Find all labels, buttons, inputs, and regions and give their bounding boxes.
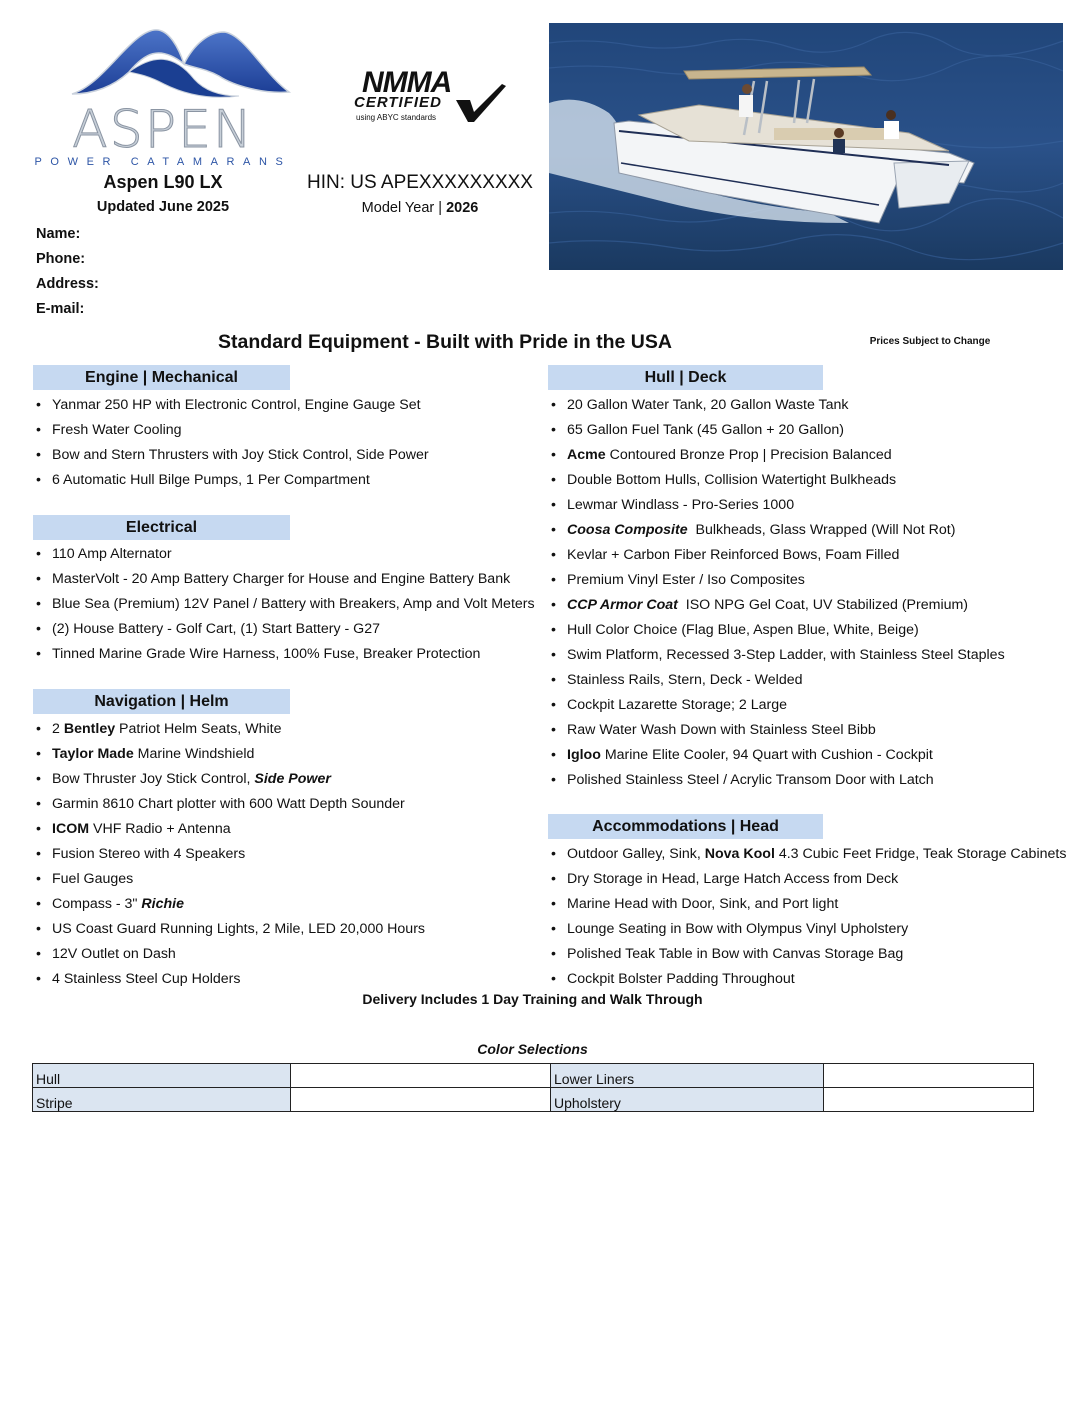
electrical-list [34, 542, 534, 667]
color-selections-title: Color Selections [477, 1041, 588, 1057]
list-item [549, 917, 1069, 942]
model-year-value: 2026 [446, 200, 479, 216]
brand-name: Bentley [63, 721, 116, 737]
list-item [549, 743, 1069, 768]
list-item [549, 443, 1069, 468]
hin-number: HIN: US APEXXXXXXXXX [307, 172, 533, 193]
brand-name: Coosa Composite [567, 522, 688, 538]
list-item [34, 617, 534, 642]
checkmark-icon [454, 80, 508, 124]
item-text: 12V Outlet on Dash [52, 946, 176, 962]
item-text: Swim Platform, Recessed 3-Step Ladder, with Stainless Steel Staples [567, 647, 1005, 663]
item-text: Double Bottom Hulls, Collision Watertight Bulkheads [567, 472, 897, 488]
list-item [34, 542, 534, 567]
item-text: Contoured Bronze Prop | Precision Balanced [605, 447, 892, 463]
list-item [549, 718, 1069, 743]
item-text: Lounge Seating in Bow with Olympus Vinyl Upholstery [567, 921, 909, 937]
list-item [549, 543, 1069, 568]
brand-name: Richie [141, 896, 184, 912]
list-item [34, 742, 534, 767]
item-text: Blue Sea (Premium) 12V Panel / Battery with Breakers, Amp and Volt Meters [52, 596, 535, 612]
item-text: Fresh Water Cooling [52, 422, 182, 438]
list-item [549, 867, 1069, 892]
item-text: Polished Teak Table in Bow with Canvas Storage Bag [567, 946, 904, 962]
brand-name: Side Power [254, 771, 331, 787]
item-text: Bulkheads, Glass Wrapped (Will Not Rot) [687, 522, 956, 538]
model-year-label: Model Year | [361, 200, 443, 216]
nmma-text: NMMA [362, 66, 452, 99]
list-item [34, 817, 534, 842]
upholstery-color-label: Upholstery [551, 1088, 824, 1112]
item-text: Yanmar 250 HP with Electronic Control, Engine Gauge Set [52, 397, 421, 413]
delivery-note: Delivery Includes 1 Day Training and Walk Through [362, 991, 703, 1007]
accommodations-list [549, 842, 1069, 992]
name-field-label: Name: [36, 226, 81, 242]
table-row [33, 1088, 1034, 1112]
navigation-list [34, 717, 534, 992]
catamaran-boat-photo-icon [549, 23, 1063, 270]
item-text: Outdoor Galley, Sink, [567, 846, 705, 862]
hull-color-label: Hull [33, 1064, 291, 1088]
item-text: 20 Gallon Water Tank, 20 Gallon Waste Tank [567, 397, 849, 413]
nmma-certified-badge [354, 68, 508, 126]
engine-list [34, 393, 534, 493]
color-selections-table [32, 1063, 1034, 1112]
item-text: US Coast Guard Running Lights, 2 Mile, LED 20,000 Hours [52, 921, 426, 937]
item-text: Hull Color Choice (Flag Blue, Aspen Blue, White, Beige) [567, 622, 919, 638]
list-item [549, 942, 1069, 967]
item-text: Cockpit Lazarette Storage; 2 Large [567, 697, 788, 713]
prices-note: Prices Subject to Change [869, 336, 991, 347]
list-item [549, 892, 1069, 917]
item-text: ISO NPG Gel Coat, UV Stabilized (Premium) [677, 597, 969, 613]
brand-name: CCP Armor Coat [567, 597, 678, 613]
item-text: VHF Radio + Antenna [89, 821, 231, 837]
item-text: Premium Vinyl Ester / Iso Composites [567, 572, 805, 588]
brand-name: Taylor Made [52, 746, 134, 762]
certified-text: CERTIFIED [354, 94, 442, 111]
item-text: Raw Water Wash Down with Stainless Steel Bibb [567, 722, 876, 738]
list-item [34, 842, 534, 867]
item-text: 6 Automatic Hull Bilge Pumps, 1 Per Compartment [52, 472, 370, 488]
item-text: (2) House Battery - Golf Cart, (1) Start Battery - G27 [52, 621, 380, 637]
item-text: Lewmar Windlass - Pro-Series 1000 [567, 497, 795, 513]
section-header-electrical: Electrical [33, 515, 290, 540]
list-item [34, 642, 534, 667]
item-text: Marine Head with Door, Sink, and Port light [567, 896, 839, 912]
list-item [34, 592, 534, 617]
list-item [549, 842, 1069, 867]
item-text: Bow Thruster Joy Stick Control, [52, 771, 255, 787]
aspen-logo [34, 24, 292, 170]
list-item [549, 418, 1069, 443]
item-text: Cockpit Bolster Padding Throughout [567, 971, 795, 987]
brand-name: Acme [567, 447, 606, 463]
section-header-hull: Hull | Deck [548, 365, 823, 390]
list-item [549, 668, 1069, 693]
list-item [549, 518, 1069, 543]
mountain-waves-icon [34, 24, 292, 104]
stripe-color-field[interactable] [291, 1088, 551, 1112]
list-item [34, 892, 534, 917]
list-item [34, 942, 534, 967]
list-item [34, 792, 534, 817]
item-text: Polished Stainless Steel / Acrylic Transom Door with Latch [567, 772, 934, 788]
item-text: Patriot Helm Seats, White [115, 721, 282, 737]
list-item [549, 643, 1069, 668]
list-item [34, 468, 534, 493]
list-item [34, 418, 534, 443]
upholstery-color-field[interactable] [824, 1088, 1034, 1112]
item-text: Stainless Rails, Stern, Deck - Welded [567, 672, 803, 688]
logo-brand-text: ASPEN [72, 100, 254, 160]
list-item [549, 768, 1069, 793]
logo-tagline: POWER CATAMARANS [34, 156, 292, 168]
item-text: Tinned Marine Grade Wire Harness, 100% Fuse, Breaker Protection [52, 646, 481, 662]
boat-photo [549, 23, 1063, 270]
item-text: Kevlar + Carbon Fiber Reinforced Bows, Foam Filled [567, 547, 900, 563]
model-name: Aspen L90 LX [103, 172, 223, 192]
list-item [549, 493, 1069, 518]
address-field-label: Address: [36, 276, 99, 292]
list-item [549, 393, 1069, 418]
item-text: 4.3 Cubic Feet Fridge, Teak Storage Cabinets [774, 846, 1067, 862]
item-text: Bow and Stern Thrusters with Joy Stick Control, Side Power [52, 447, 429, 463]
item-text: Dry Storage in Head, Large Hatch Access from Deck [567, 871, 899, 887]
brand-name: Igloo [567, 747, 601, 763]
hull-list [549, 393, 1069, 793]
list-item [549, 693, 1069, 718]
list-item [549, 593, 1069, 618]
lower-liners-color-label: Lower Liners [551, 1064, 824, 1088]
list-item [34, 967, 534, 992]
list-item [549, 468, 1069, 493]
item-text: Fuel Gauges [52, 871, 134, 887]
item-text: Marine Windshield [133, 746, 255, 762]
brand-name: Nova Kool [704, 846, 775, 862]
list-item [549, 618, 1069, 643]
list-item [34, 443, 534, 468]
item-text: MasterVolt - 20 Amp Battery Charger for House and Engine Battery Bank [52, 571, 511, 587]
item-text: 65 Gallon Fuel Tank (45 Gallon + 20 Gallon) [567, 422, 844, 438]
item-text: Marine Elite Cooler, 94 Quart with Cushion - Cockpit [600, 747, 933, 763]
item-text: 110 Amp Alternator [52, 546, 172, 562]
hull-color-field[interactable] [291, 1064, 551, 1088]
list-item [34, 393, 534, 418]
list-item [34, 717, 534, 742]
item-text: 4 Stainless Steel Cup Holders [52, 971, 241, 987]
table-row [33, 1064, 1034, 1088]
list-item [549, 967, 1069, 992]
item-text: Fusion Stereo with 4 Speakers [52, 846, 246, 862]
updated-date: Updated June 2025 [96, 199, 230, 215]
abyc-standards-text: using ABYC standards [356, 113, 437, 122]
section-header-accommodations: Accommodations | Head [548, 814, 823, 839]
email-field-label: E-mail: [36, 301, 85, 317]
section-header-navigation: Navigation | Helm [33, 689, 290, 714]
item-text: Garmin 8610 Chart plotter with 600 Watt Depth Sounder [52, 796, 405, 812]
item-text: Compass - 3" [52, 896, 142, 912]
model-year [304, 200, 536, 216]
list-item [34, 917, 534, 942]
list-item [34, 567, 534, 592]
lower-liners-color-field[interactable] [824, 1064, 1034, 1088]
stripe-color-label: Stripe [33, 1088, 291, 1112]
brand-name: ICOM [52, 821, 90, 837]
page-title: Standard Equipment - Built with Pride in the USA [218, 331, 672, 353]
phone-field-label: Phone: [36, 251, 86, 267]
list-item [34, 767, 534, 792]
list-item [549, 568, 1069, 593]
section-header-engine: Engine | Mechanical [33, 365, 290, 390]
list-item [34, 867, 534, 892]
item-text: 2 [52, 721, 64, 737]
